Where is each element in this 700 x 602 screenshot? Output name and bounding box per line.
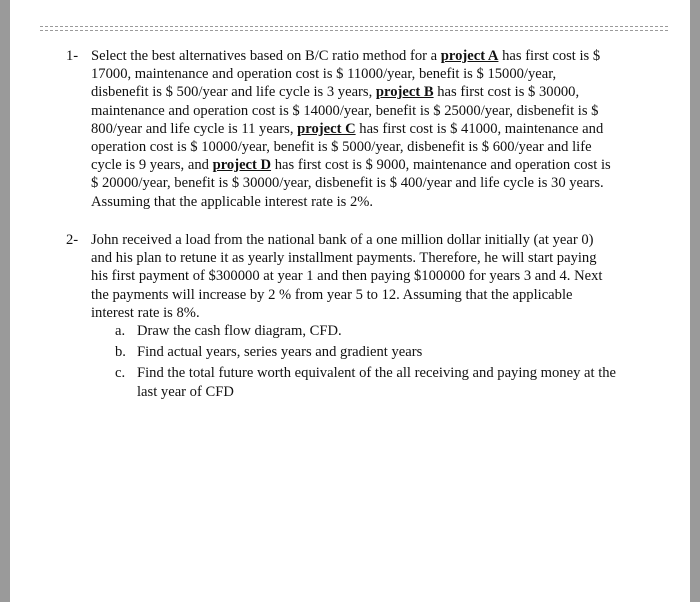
text-line: 800/year and life cycle is 11 years, project C has first cost is $ 41000, maintenance and — [91, 120, 604, 137]
project-a-label: project A — [440, 48, 499, 64]
text-line: 17000, maintenance and operation cost is $ 11000/year, benefit is $ 15000/year, — [91, 66, 557, 83]
question-number: 1- — [66, 48, 79, 64]
text-line: the payments will increase by 2 % from year 5 to 12. Assuming that the applicable — [91, 286, 573, 303]
question-text — [91, 231, 651, 322]
subquestion-text: last year of CFD — [137, 384, 234, 400]
document-page — [10, 0, 690, 602]
header-divider — [40, 26, 668, 31]
text-line: John received a load from the national bank of a one million dollar initially (at year 0) — [91, 232, 594, 248]
subquestion-letter: c. — [115, 365, 126, 381]
text-line: and his plan to retune it as yearly installment payments. Therefore, he will start paying — [91, 250, 597, 267]
subquestion-letter: b. — [115, 344, 126, 360]
subquestion-text: Find the total future worth equivalent of the all receiving and paying money at the — [137, 365, 617, 381]
text-line: operation cost is $ 10000/year, benefit is $ 5000/year, disbenefit is $ 600/year and life — [91, 139, 592, 156]
subquestion-text: Draw the cash flow diagram, CFD. — [137, 323, 342, 339]
text-line: Assuming that the applicable interest rate is 2%. — [91, 193, 374, 210]
text-line: disbenefit is $ 500/year and life cycle is 3 years, project B has first cost is $ 30000, — [91, 84, 580, 101]
text-line: his first payment of $300000 at year 1 and then paying $100000 for years 3 and 4. Next — [91, 268, 603, 285]
question-number: 2- — [66, 232, 79, 248]
project-d-label: project D — [212, 157, 272, 174]
text-line: interest rate is 8%. — [91, 304, 200, 321]
project-c-label: project C — [297, 120, 356, 137]
text-line: cycle is 9 years, and project D has first cost is $ 9000, maintenance and operation cost is — [91, 157, 611, 174]
question-text — [91, 47, 651, 211]
project-b-label: project B — [375, 84, 434, 101]
text-line: $ 20000/year, benefit is $ 30000/year, disbenefit is $ 400/year and life cycle is 30 years. — [91, 175, 604, 192]
text-line: maintenance and operation cost is $ 14000/year, benefit is $ 25000/year, disbenefit is $ — [91, 102, 599, 119]
subquestion-text: Find actual years, series years and gradient years — [137, 344, 423, 360]
text-line: Select the best alternatives based on B/C ratio method for a project A has first cost is $ — [91, 48, 601, 64]
subquestion-letter: a. — [115, 323, 126, 339]
